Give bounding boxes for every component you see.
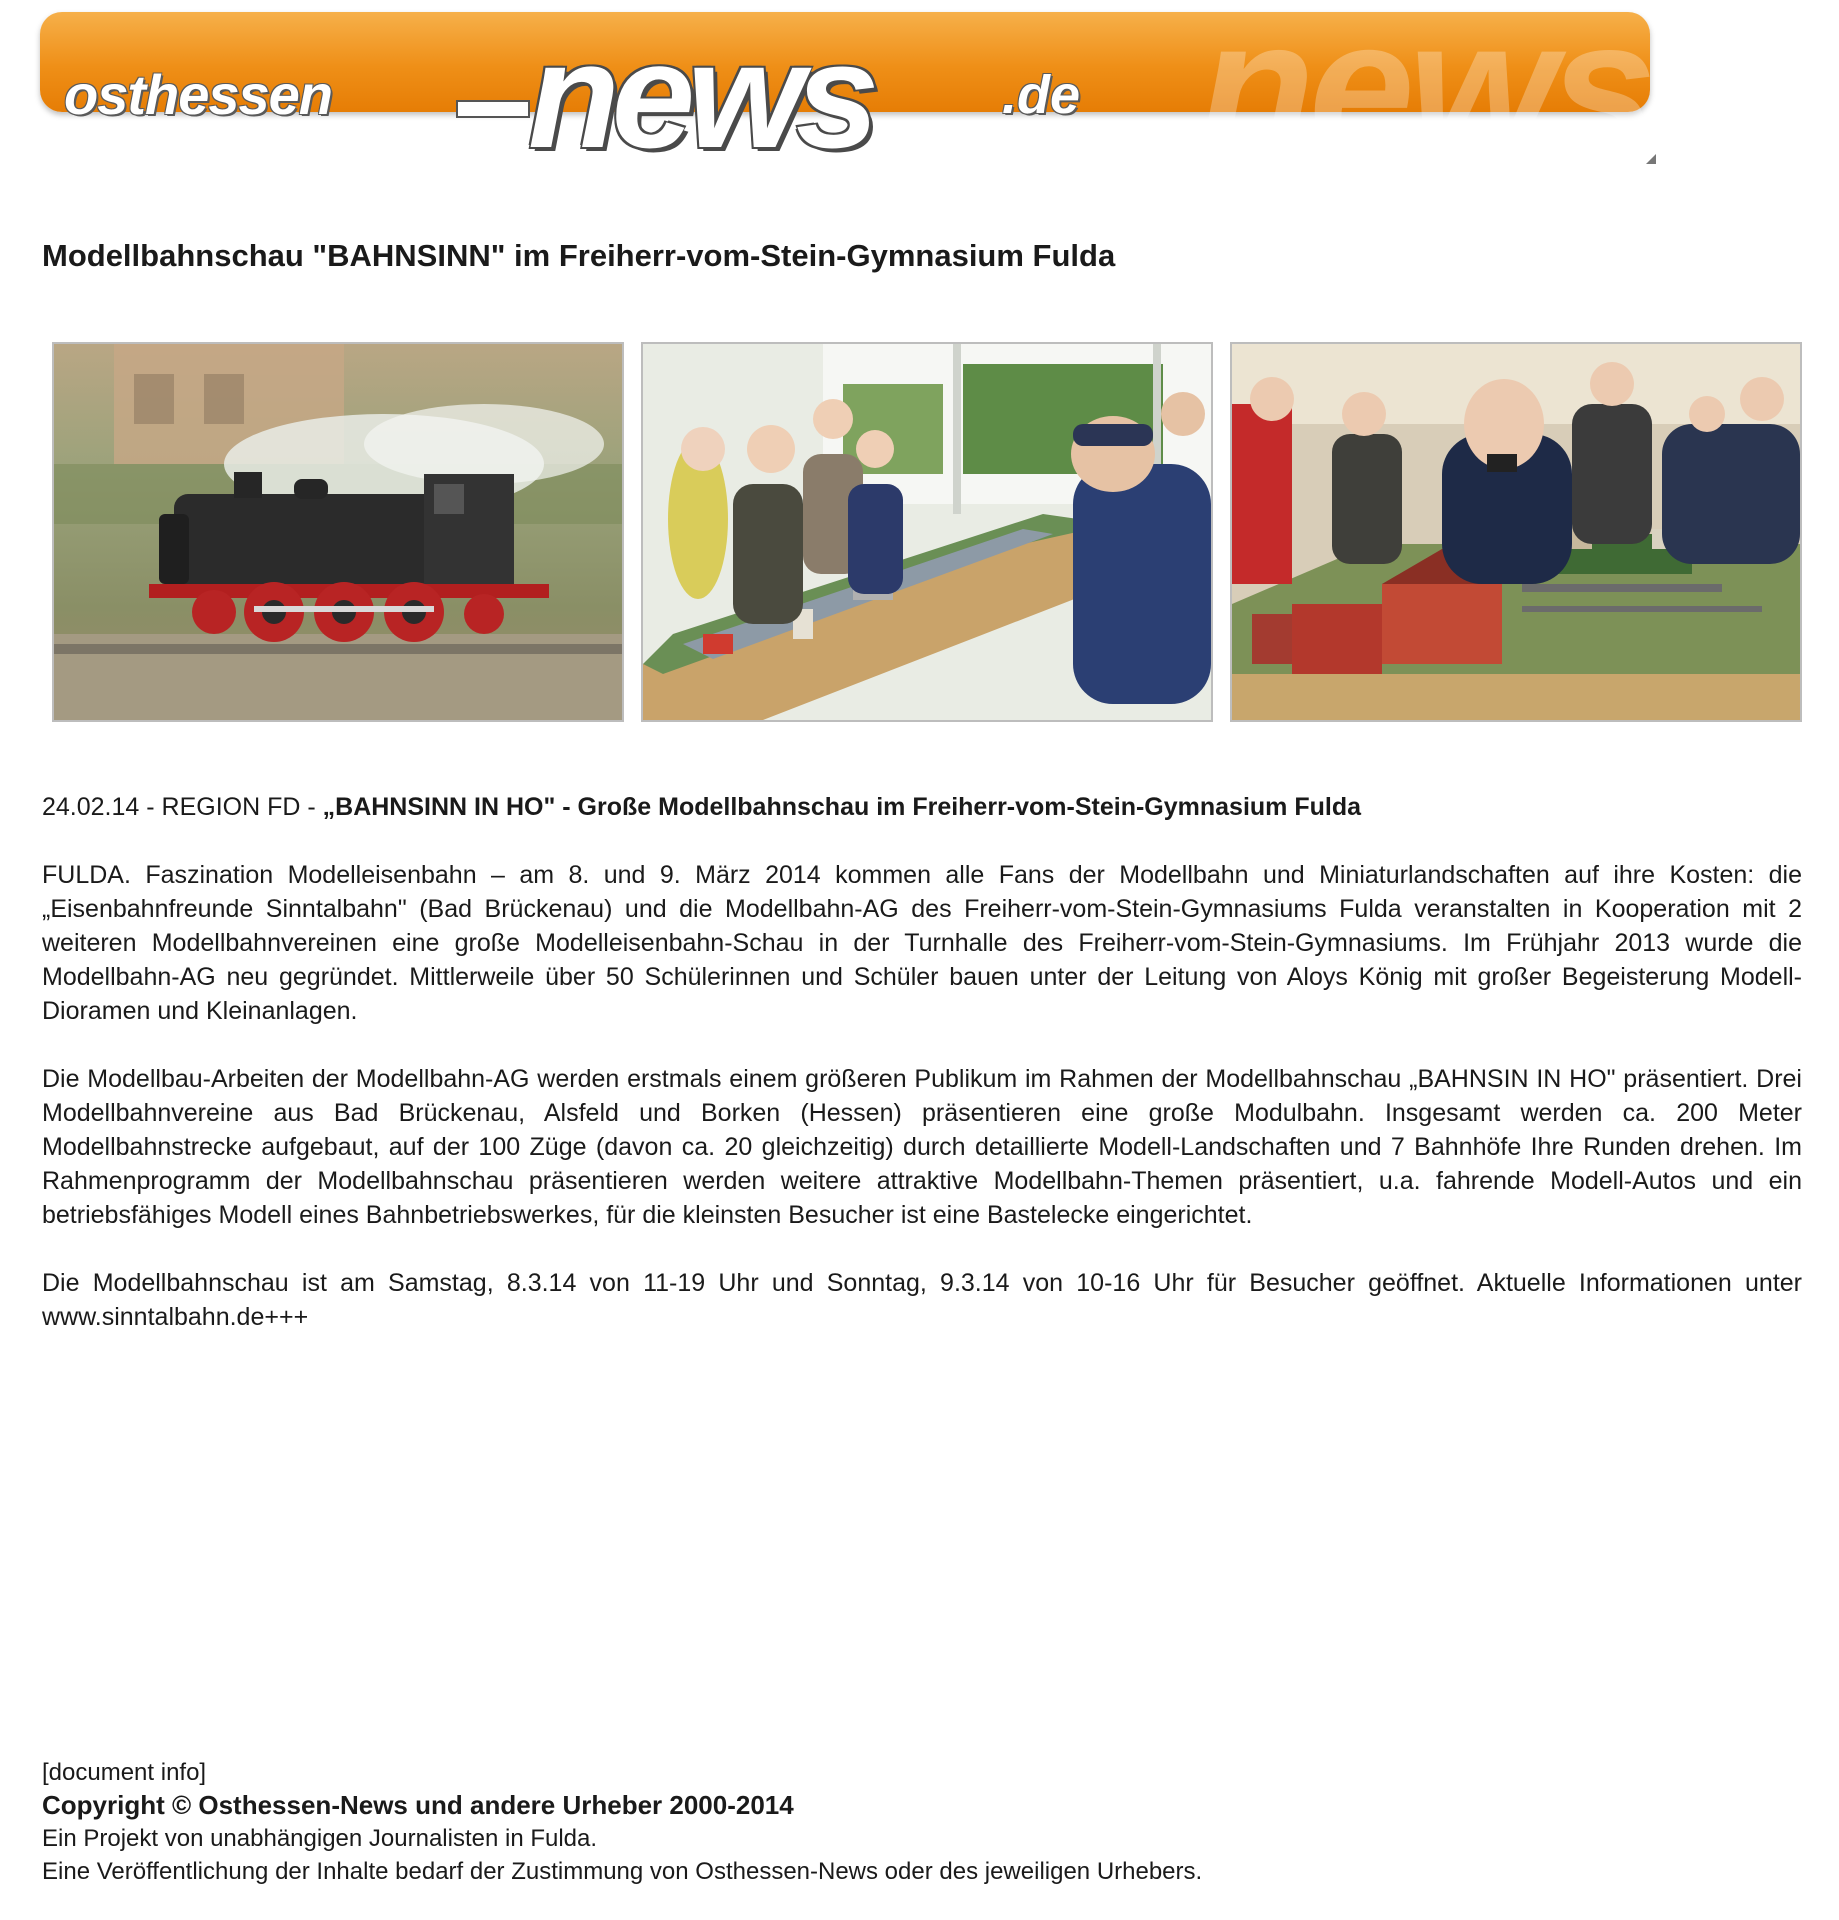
logo-text-osthessen: osthessen	[64, 63, 332, 126]
article-dateline	[42, 790, 1802, 824]
project-line: Ein Projekt von unabhängigen Journalisten in Fulda.	[42, 1825, 598, 1852]
photo-visitors-photographing[interactable]	[1230, 342, 1802, 722]
page-footer	[42, 1756, 1802, 1888]
dateline-prefix: 24.02.14 - REGION FD -	[42, 793, 323, 821]
document-info-link[interactable]: [document info]	[42, 1759, 207, 1786]
locomotive-image	[54, 344, 622, 720]
article-headline: Modellbahnschau "BAHNSINN" im Freiherr-vom-Stein-Gymnasium Fulda	[42, 238, 1116, 273]
banner-watermark: news	[1198, 0, 1650, 193]
visitors-photographing-image	[1232, 344, 1800, 720]
article-paragraph-3: Die Modellbahnschau ist am Samstag, 8.3.14 von 11-19 Uhr und Sonntag, 9.3.14 von 10-16 Uhr für Besucher geöffnet. Aktuelle Informationen unter www.sinntalbahn.de+++	[42, 1269, 1802, 1331]
copyright-notice: Copyright © Osthessen-News und andere Urheber 2000-2014	[42, 1790, 794, 1820]
article-paragraph-2: Die Modellbau-Arbeiten der Modellbahn-AG werden erstmals einem größeren Publikum im Rahmen der Modellbahnschau „BAHNSIN IN HO" präsentiert. Drei Modellbahnvereine aus Bad Brückenau, Alsfeld und Borken (Hessen) präsentieren eine große Modulbahn. Insgesamt werden ca. 200 Meter Modellbahnstrecke aufgebaut, auf der 100 Züge (davon ca. 20 gleichzeitig) durch detaillierte Modell-Landschaften und 7 Bahnhöfe Ihre Runden drehen. Im Rahmenprogramm der Modellbahnschau präsentieren werden weitere attraktive Modellbahn-Themen präsentiert, u.a. fahrende Modell-Autos und ein betriebsfähiges Modell eines Bahnbetriebswerkes, für die kleinsten Besucher ist eine Bastelecke eingerichtet.	[42, 1065, 1802, 1229]
photo-strip	[52, 342, 1798, 722]
article-body	[42, 790, 1802, 1368]
logo-text-news: news	[528, 11, 872, 179]
logo-text-domain: .de	[1002, 65, 1081, 125]
logo-dash	[456, 100, 530, 118]
visitors-layout-image	[643, 344, 1211, 720]
resize-corner-icon	[1646, 154, 1656, 164]
consent-line: Eine Veröffentlichung der Inhalte bedarf der Zustimmung von Osthessen-News oder des jeweiligen Urhebers.	[42, 1858, 1203, 1885]
photo-model-locomotive[interactable]	[52, 342, 624, 722]
article-paragraph-1: FULDA. Faszination Modelleisenbahn – am 8. und 9. März 2014 kommen alle Fans der Modellbahn und Miniaturlandschaften auf ihre Kosten: die „Eisenbahnfreunde Sinntalbahn" (Bad Brückenau) und die Modellbahn-AG des Freiherr-vom-Stein-Gymnasiums Fulda veranstalten in Kooperation mit 2 weiteren Modellbahnvereinen eine große Modelleisenbahn-Schau in der Turnhalle des Freiherr-vom-Stein-Gymnasiums. Im Frühjahr 2013 wurde die Modellbahn-AG neu gegründet. Mittlerweile über 50 Schülerinnen und Schüler bauen unter der Leitung von Aloys König mit großer Begeisterung Modell-Dioramen und Kleinanlagen.	[42, 861, 1802, 1025]
photo-visitors-at-layout[interactable]	[641, 342, 1213, 722]
dateline-title: „BAHNSINN IN HO" - Große Modellbahnschau im Freiherr-vom-Stein-Gymnasium Fulda	[322, 793, 1362, 821]
site-banner[interactable]	[40, 0, 1660, 193]
